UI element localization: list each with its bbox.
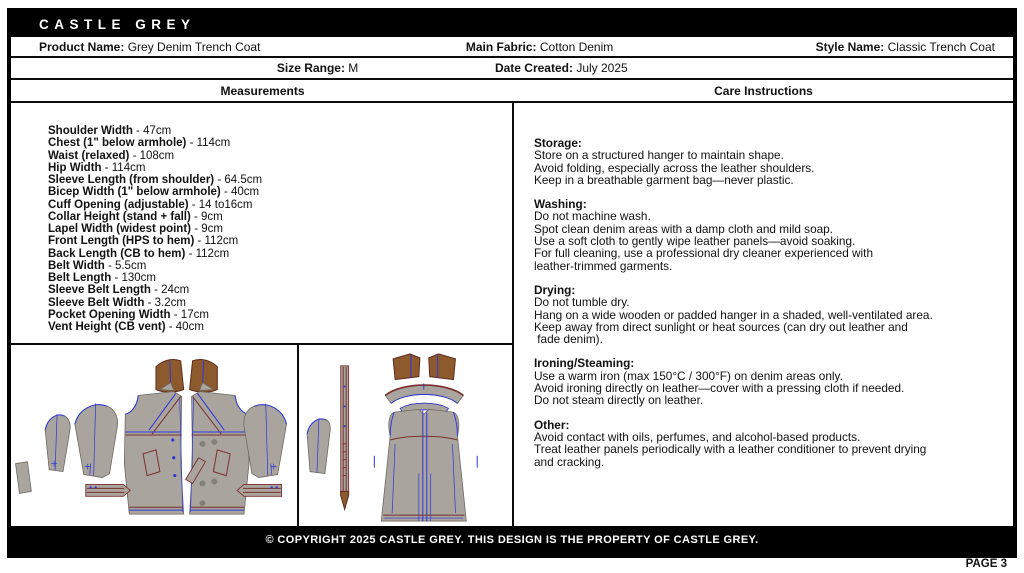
sleeve-pieces-right — [244, 403, 287, 477]
care-section-heading: Drying: — [534, 282, 576, 297]
pattern-diagram-front-pieces — [11, 345, 299, 526]
front-panel-right — [190, 391, 249, 514]
measurement-item: Front Length (HPS to hem) - 112cm — [48, 235, 239, 248]
measurement-item: Vent Height (CB vent) - 40cm — [48, 321, 204, 333]
care-section-line: Do not tumble dry. — [534, 295, 630, 310]
size-range-label: Size Range: — [276, 61, 345, 75]
copyright-text: © COPYRIGHT 2025 CASTLE GREY. THIS DESIGN IS THE PROPERTY OF CASTLE GREY. — [265, 534, 759, 546]
care-section — [534, 284, 1003, 345]
measurement-item: Shoulder Width - 47cm — [48, 125, 172, 137]
care-section-line: Do not machine wash. — [534, 209, 651, 224]
collar-piece — [385, 384, 463, 404]
care-section-heading: Storage: — [534, 136, 582, 150]
measurement-item: Hip Width - 114cm — [48, 161, 146, 174]
care-section-line: For full cleaning, use a professional dry cleaner experienced with — [534, 246, 874, 261]
care-section-heading: Other: — [534, 417, 570, 432]
care-section-line: Avoid contact with oils, perfumes, and alcohol-based products. — [534, 429, 861, 444]
leather-back-yoke-right — [429, 354, 456, 380]
section-headers-row — [11, 80, 1013, 103]
sleeve-pieces-left — [45, 403, 117, 477]
footer-bar — [11, 526, 1013, 554]
main-fabric-field — [442, 40, 783, 54]
care-section — [534, 198, 1003, 272]
care-section-line: Use a soft cloth to gently wipe leather panels—avoid soaking. — [534, 234, 856, 249]
care-section-heading: Washing: — [534, 197, 587, 212]
measurement-item: Waist (relaxed) - 108cm — [48, 149, 175, 162]
care-section-line: Spot clean denim areas with a damp cloth and mild soap. — [534, 221, 834, 236]
care-section-line: leather-trimmed garments. — [534, 258, 673, 273]
care-sections — [534, 137, 1003, 468]
measurement-item: Cuff Opening (adjustable) - 14 to16cm — [48, 198, 253, 211]
measurement-item: Bicep Width (1" below armhole) - 40cm — [48, 186, 260, 199]
care-section-heading: Ironing/Steaming: — [534, 356, 635, 371]
measurements-list — [11, 103, 512, 345]
measurement-item: Belt Width - 5.5cm — [48, 259, 147, 272]
product-name-field — [11, 40, 442, 54]
brand-name: CASTLE GREY — [39, 17, 196, 32]
pattern-diagram-back-pieces — [299, 345, 512, 526]
measurement-item: Belt Length - 130cm — [48, 272, 156, 284]
cuff-belt-right — [237, 484, 282, 496]
care-section-line: fade denim). — [534, 332, 603, 347]
cuff-belt-left — [86, 484, 131, 496]
care-section — [534, 357, 1003, 406]
front-pattern-svg — [11, 345, 297, 526]
measurement-item: Chest (1" below armhole) - 114cm — [48, 137, 231, 150]
measurement-item: Sleeve Belt Width - 3.2cm — [48, 296, 186, 309]
measurement-item: Sleeve Belt Length - 24cm — [48, 284, 190, 297]
waist-belt — [341, 366, 349, 509]
care-section-line: Keep away from direct sunlight or heat sources (can dry out leather and — [534, 319, 908, 334]
date-created-value: July 2025 — [576, 61, 628, 75]
care-section-line: Avoid ironing directly on leather—cover with a pressing cloth if needed. — [534, 381, 905, 396]
measurements-header: Measurements — [220, 83, 305, 98]
care-section — [534, 137, 1003, 186]
size-date-row — [11, 58, 1013, 80]
back-pattern-svg — [299, 345, 512, 526]
content-area — [11, 103, 1013, 526]
edge-partial-piece — [16, 462, 32, 494]
back-panel — [381, 409, 466, 521]
pattern-illustrations — [11, 345, 512, 526]
measurement-item: Sleeve Length (from shoulder) - 64.5cm — [48, 174, 263, 186]
style-name-value: Classic Trench Coat — [887, 39, 995, 54]
leather-back-yoke-left — [393, 354, 420, 380]
care-section-line: Avoid folding, especially across the leather shoulders. — [534, 160, 815, 175]
size-range-field — [277, 61, 358, 75]
product-name-label: Product Name: — [39, 39, 125, 54]
care-section-line: Treat leather panels periodically with a leather conditioner to prevent drying — [534, 442, 927, 457]
document-frame — [7, 8, 1017, 558]
size-range-value: M — [348, 61, 359, 75]
care-section-line: Keep in a breathable garment bag—never plastic. — [534, 172, 794, 187]
care-section-line: Do not steam directly on leather. — [534, 393, 704, 408]
care-instructions-header: Care Instructions — [714, 83, 813, 98]
page-number: PAGE 3 — [965, 558, 1007, 570]
care-section-line: Hang on a wide wooden or padded hanger in a shaded, well-ventilated area. — [534, 307, 933, 322]
date-created-field — [495, 61, 628, 75]
main-fabric-label: Main Fabric: — [465, 39, 537, 54]
brand-header-bar — [11, 12, 1013, 37]
style-name-field — [783, 40, 1013, 54]
product-name-value: Grey Denim Trench Coat — [127, 39, 261, 54]
care-section-line: and cracking. — [534, 454, 605, 469]
measurement-item: Lapel Width (widest point) - 9cm — [48, 223, 223, 235]
measurements-panel — [11, 103, 514, 526]
care-section-line: Store on a structured hanger to maintain shape. — [534, 148, 784, 163]
care-instructions-panel — [514, 103, 1013, 526]
measurement-item: Back Length (CB to hem) - 112cm — [48, 247, 230, 260]
measurement-item: Collar Height (stand + fall) - 9cm — [48, 210, 223, 223]
measurement-item: Pocket Opening Width - 17cm — [48, 308, 209, 321]
care-section — [534, 419, 1003, 468]
sleeve-piece-edge — [307, 418, 330, 473]
main-fabric-value: Cotton Denim — [539, 39, 614, 54]
care-section-line: Use a warm iron (max 150°C / 300°F) on denim areas only. — [534, 368, 843, 383]
front-panel-left — [124, 391, 183, 514]
date-created-label: Date Created: — [494, 61, 573, 75]
style-name-label: Style Name: — [815, 39, 885, 54]
product-info-row — [11, 37, 1013, 58]
